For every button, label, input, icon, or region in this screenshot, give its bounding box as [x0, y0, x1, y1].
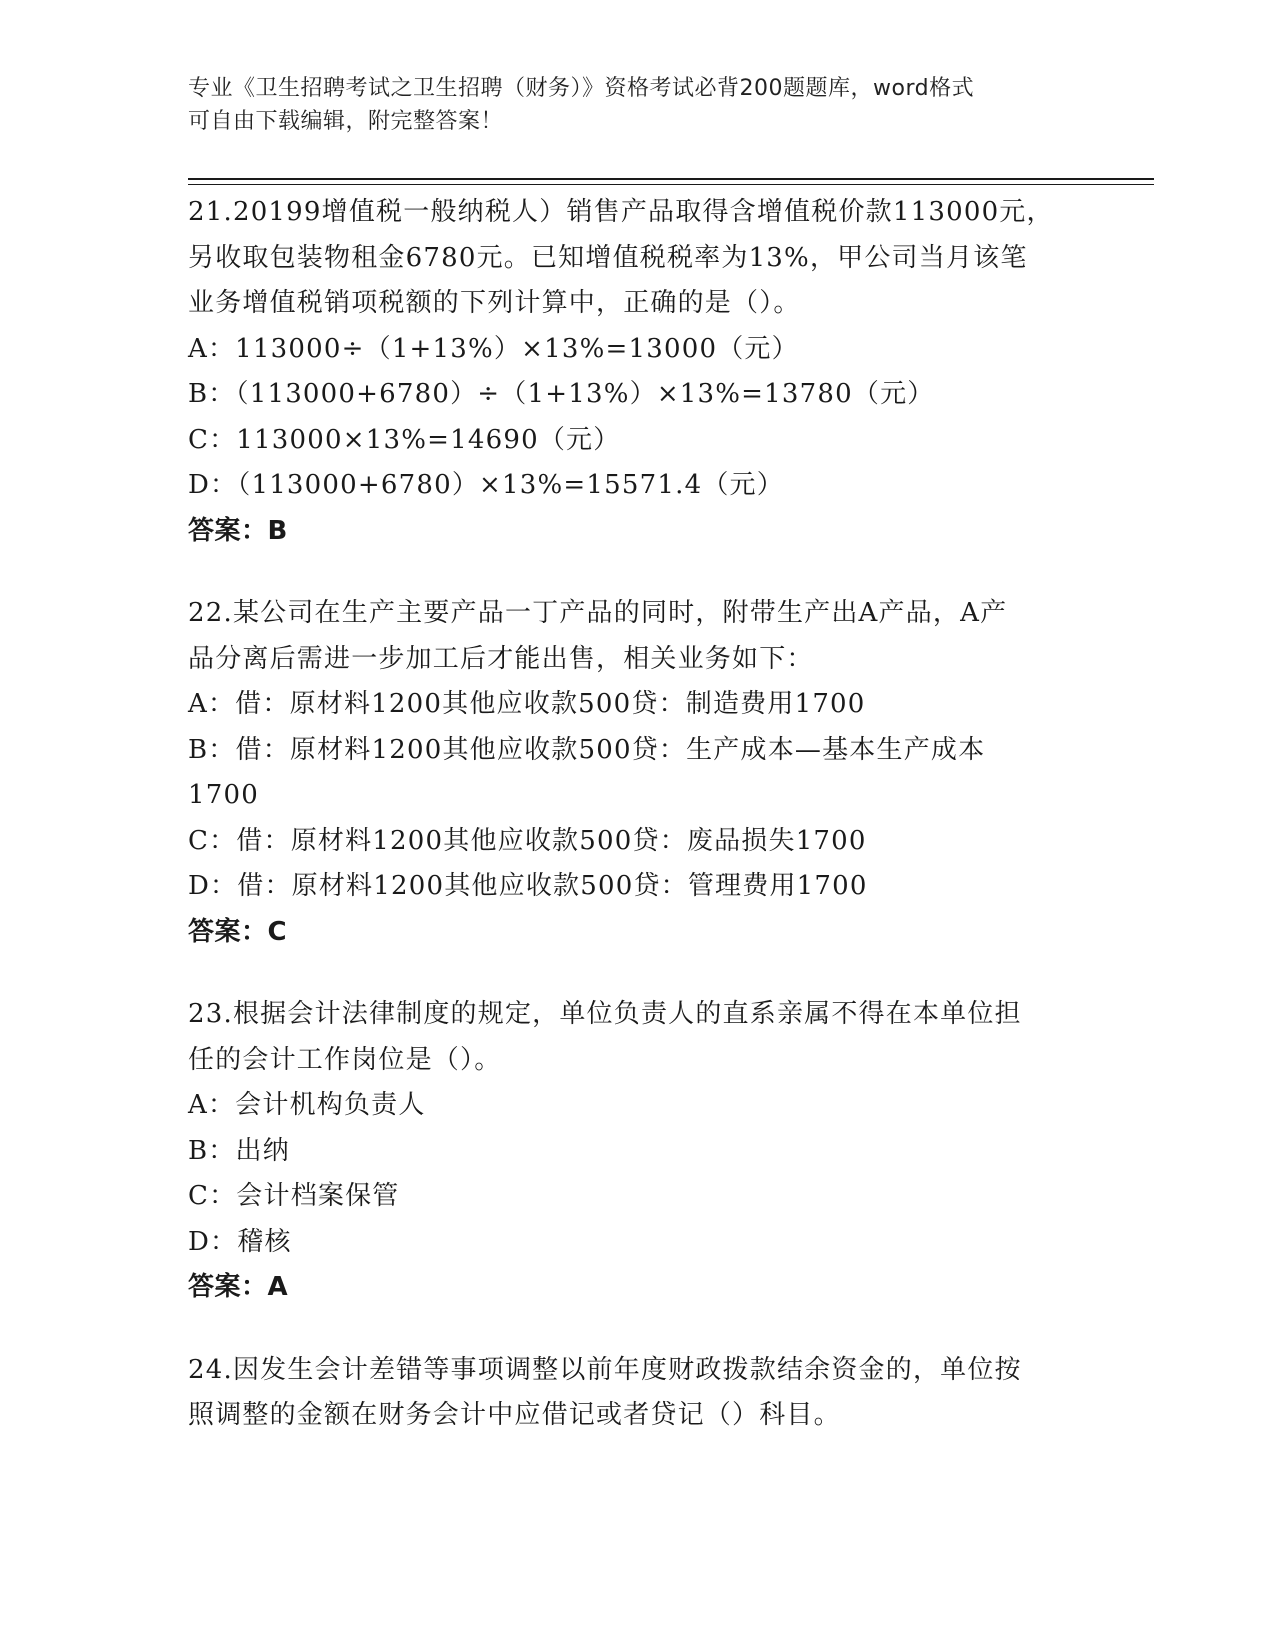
option-b: B：（113000+6780）÷（1+13%）×13%=13780（元） — [188, 379, 935, 409]
header-line: 可自由下载编辑，附完整答案！ — [188, 109, 504, 134]
option-c: C：会计档案保管 — [188, 1181, 400, 1211]
option-c: C：借：原材料1200其他应收款500贷：废品损失1700 — [188, 825, 867, 856]
option-d: D：稽核 — [188, 1226, 292, 1257]
question-22 — [188, 591, 1088, 955]
option-d: D：（113000+6780）×13%=15571.4（元） — [188, 470, 784, 500]
option-a: A：113000÷（1+13%）×13%=13000（元） — [188, 333, 799, 364]
option-b: B：出纳 — [188, 1135, 290, 1166]
header-divider-thick — [188, 178, 1154, 180]
question-text-line: 22.某公司在生产主要产品一丁产品的同时，附带生产出A产品，A产 — [188, 598, 1008, 628]
question-text-line: 另收取包装物租金6780元。已知增值税税率为13%，甲公司当月该笔 — [188, 242, 1028, 273]
option-c: C：113000×13%=14690（元） — [188, 424, 621, 455]
header-divider-thin — [188, 184, 1154, 185]
question-text-line: 品分离后需进一步加工后才能出售，相关业务如下： — [188, 643, 814, 674]
question-23 — [188, 992, 1088, 1311]
question-text-line: 业务增值税销项税额的下列计算中，正确的是（）。 — [188, 288, 801, 318]
question-text-line: 24.因发生会计差错等事项调整以前年度财政拨款结余资金的，单位按 — [188, 1354, 1022, 1385]
question-21 — [188, 190, 1088, 554]
option-b: B：借：原材料1200其他应收款500贷：生产成本—基本生产成本 — [188, 734, 986, 765]
header-line: 专业《卫生招聘考试之卫生招聘（财务）》资格考试必背200题题库，word格式 — [188, 76, 975, 101]
question-list — [188, 190, 1088, 1476]
option-a: A：借：原材料1200其他应收款500贷：制造费用1700 — [188, 689, 866, 719]
option-b-continued: 1700 — [188, 780, 259, 810]
option-a: A：会计机构负责人 — [188, 1090, 426, 1120]
document-header — [188, 72, 1068, 138]
question-text-line: 23.根据会计法律制度的规定，单位负责人的直系亲属不得在本单位担 — [188, 999, 1022, 1029]
option-d: D：借：原材料1200其他应收款500贷：管理费用1700 — [188, 871, 868, 901]
question-text-line: 照调整的金额在财务会计中应借记或者贷记（）科目。 — [188, 1400, 841, 1430]
question-24 — [188, 1348, 1088, 1439]
answer-label: 答案：A — [188, 1272, 289, 1302]
answer-label: 答案：B — [188, 515, 288, 546]
question-text-line: 任的会计工作岗位是（）。 — [188, 1044, 502, 1075]
answer-label: 答案：C — [188, 916, 288, 947]
question-text-line: 21.20199增值税一般纳税人）销售产品取得含增值税价款113000元， — [188, 197, 1054, 227]
